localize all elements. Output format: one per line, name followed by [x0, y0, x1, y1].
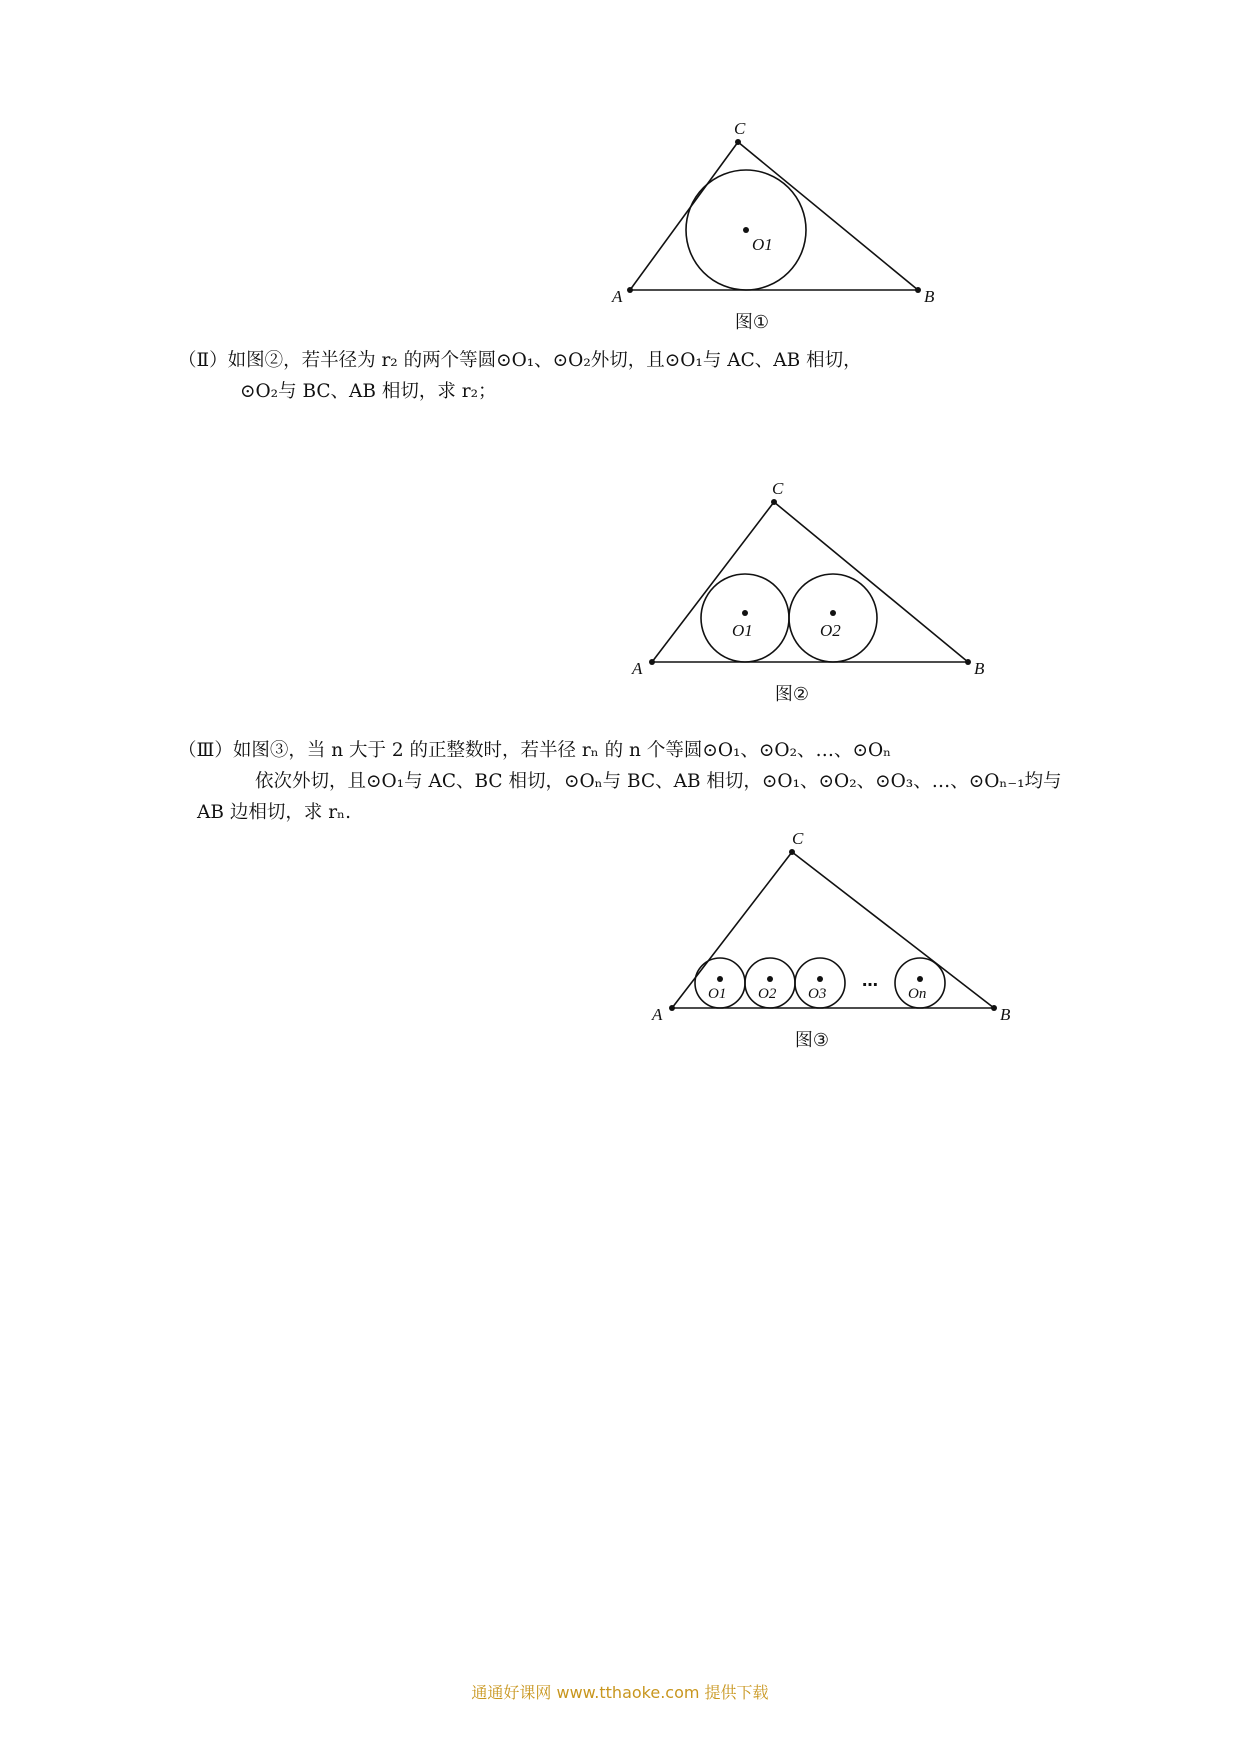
circles-ellipsis: …: [862, 971, 878, 990]
part-3-line-1: （Ⅲ）如图③，当 n 大于 2 的正整数时，若半径 rₙ 的 n 个等圆⊙O₁、⊙O₂、…、⊙Oₙ: [178, 740, 892, 761]
side-bc: [792, 852, 994, 1008]
vertex-b-dot: [965, 659, 971, 665]
circle-o2: [789, 574, 877, 662]
figure-1-caption: 图①: [734, 312, 770, 333]
center-o3-dot: [817, 976, 823, 982]
center-o1-dot: [742, 610, 748, 616]
vertex-a-dot: [669, 1005, 675, 1011]
vertex-c-dot: [789, 849, 795, 855]
side-ac: [630, 142, 738, 290]
vertex-a-dot: [649, 659, 655, 665]
figure-1: [600, 110, 960, 340]
label-c: C: [734, 119, 746, 138]
side-bc: [738, 142, 918, 290]
part-2-line-1: （Ⅱ）如图②，若半径为 r₂ 的两个等圆⊙O₁、⊙O₂外切，且⊙O₁与 AC、AB 相切，: [178, 350, 862, 371]
figure-3-caption: 图③: [794, 1030, 830, 1051]
vertex-c-dot: [735, 139, 741, 145]
label-on: On: [908, 986, 927, 1002]
part-3-line-2: 依次外切，且⊙O₁与 AC、BC 相切，⊙Oₙ与 BC、AB 相切，⊙O₁、⊙O₂、⊙O₃、…、⊙Oₙ₋₁均与: [255, 771, 1062, 792]
vertex-c-dot: [771, 499, 777, 505]
vertex-a-dot: [627, 287, 633, 293]
figure-2: [620, 470, 1010, 710]
circle-o1: [701, 574, 789, 662]
label-c: C: [772, 479, 784, 498]
label-a: A: [612, 287, 623, 306]
label-b: B: [974, 659, 985, 678]
center-on-dot: [917, 976, 923, 982]
side-bc: [774, 502, 968, 662]
vertex-b-dot: [915, 287, 921, 293]
part-2-line-2: ⊙O₂与 BC、AB 相切，求 r₂；: [240, 381, 497, 402]
part-3-line-3: AB 边相切，求 rₙ.: [197, 802, 351, 823]
center-o2-dot: [830, 610, 836, 616]
center-o2-dot: [767, 976, 773, 982]
footer-source: 通通好课网 www.tthaoke.com 提供下载: [471, 1683, 769, 1702]
label-o2: O2: [820, 621, 841, 640]
label-o3: O3: [808, 986, 827, 1002]
center-o1-dot: [717, 976, 723, 982]
side-ac: [652, 502, 774, 662]
label-a: A: [632, 659, 643, 678]
side-ac: [672, 852, 792, 1008]
label-o1: O1: [752, 235, 773, 254]
label-o1: O1: [708, 986, 727, 1002]
figure-3: [640, 818, 1030, 1058]
center-o1-dot: [743, 227, 749, 233]
label-b: B: [924, 287, 935, 306]
label-o1: O1: [732, 621, 753, 640]
label-b: B: [1000, 1005, 1011, 1024]
label-c: C: [792, 829, 804, 848]
vertex-b-dot: [991, 1005, 997, 1011]
label-a: A: [652, 1005, 663, 1024]
figure-2-caption: 图②: [774, 684, 810, 705]
label-o2: O2: [758, 986, 777, 1002]
